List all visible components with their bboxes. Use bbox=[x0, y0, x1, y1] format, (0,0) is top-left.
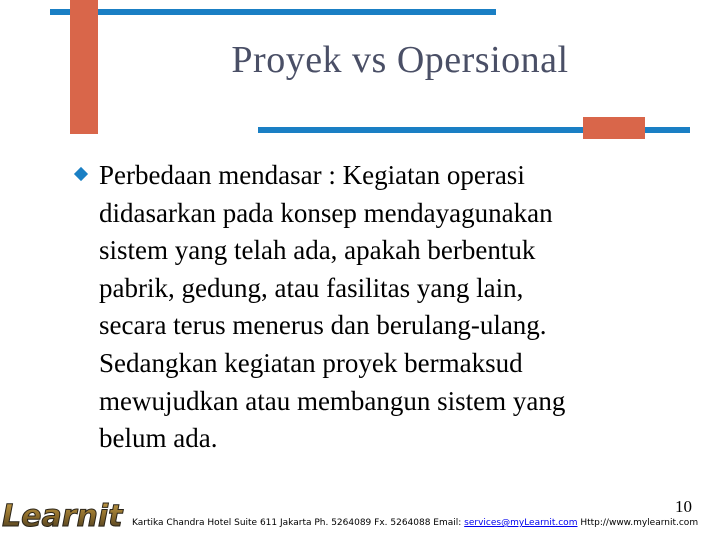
svg-text:Learnit: Learnit bbox=[2, 499, 123, 534]
learnit-logo bbox=[0, 490, 128, 536]
body-line: secara terus menerus dan berulang-ulang. bbox=[99, 310, 547, 341]
footer-contact bbox=[132, 518, 698, 528]
footer-address: Kartika Chandra Hotel Suite 611 Jakarta Ph. 5264089 Fx. 5264088 Email: bbox=[132, 518, 465, 528]
page-number: 10 bbox=[675, 497, 692, 516]
diamond-bullet-icon bbox=[74, 167, 88, 181]
body-line: mewujudkan atau membangun sistem yang bbox=[99, 385, 566, 416]
slide-title: Proyek vs Opersional bbox=[231, 39, 569, 81]
footer-url: Http://www.mylearnit.com bbox=[577, 518, 699, 528]
body-line: didasarkan pada konsep mendayagunakan bbox=[99, 197, 553, 228]
body-line: pabrik, gedung, atau fasilitas yang lain, bbox=[99, 272, 524, 303]
decorative-orange-bar-vertical bbox=[70, 0, 98, 134]
slide-body-text bbox=[99, 157, 689, 458]
decorative-orange-bar-right bbox=[583, 117, 645, 139]
decorative-blue-bar-top bbox=[50, 9, 496, 15]
body-line: sistem yang telah ada, apakah berbentuk bbox=[99, 235, 536, 266]
body-line: Sedangkan kegiatan proyek bermaksud bbox=[99, 347, 523, 378]
footer-email-link[interactable]: services@myLearnit.com bbox=[464, 518, 578, 528]
body-line: belum ada. bbox=[99, 423, 218, 454]
body-line: Perbedaan mendasar : Kegiatan operasi bbox=[99, 160, 525, 190]
